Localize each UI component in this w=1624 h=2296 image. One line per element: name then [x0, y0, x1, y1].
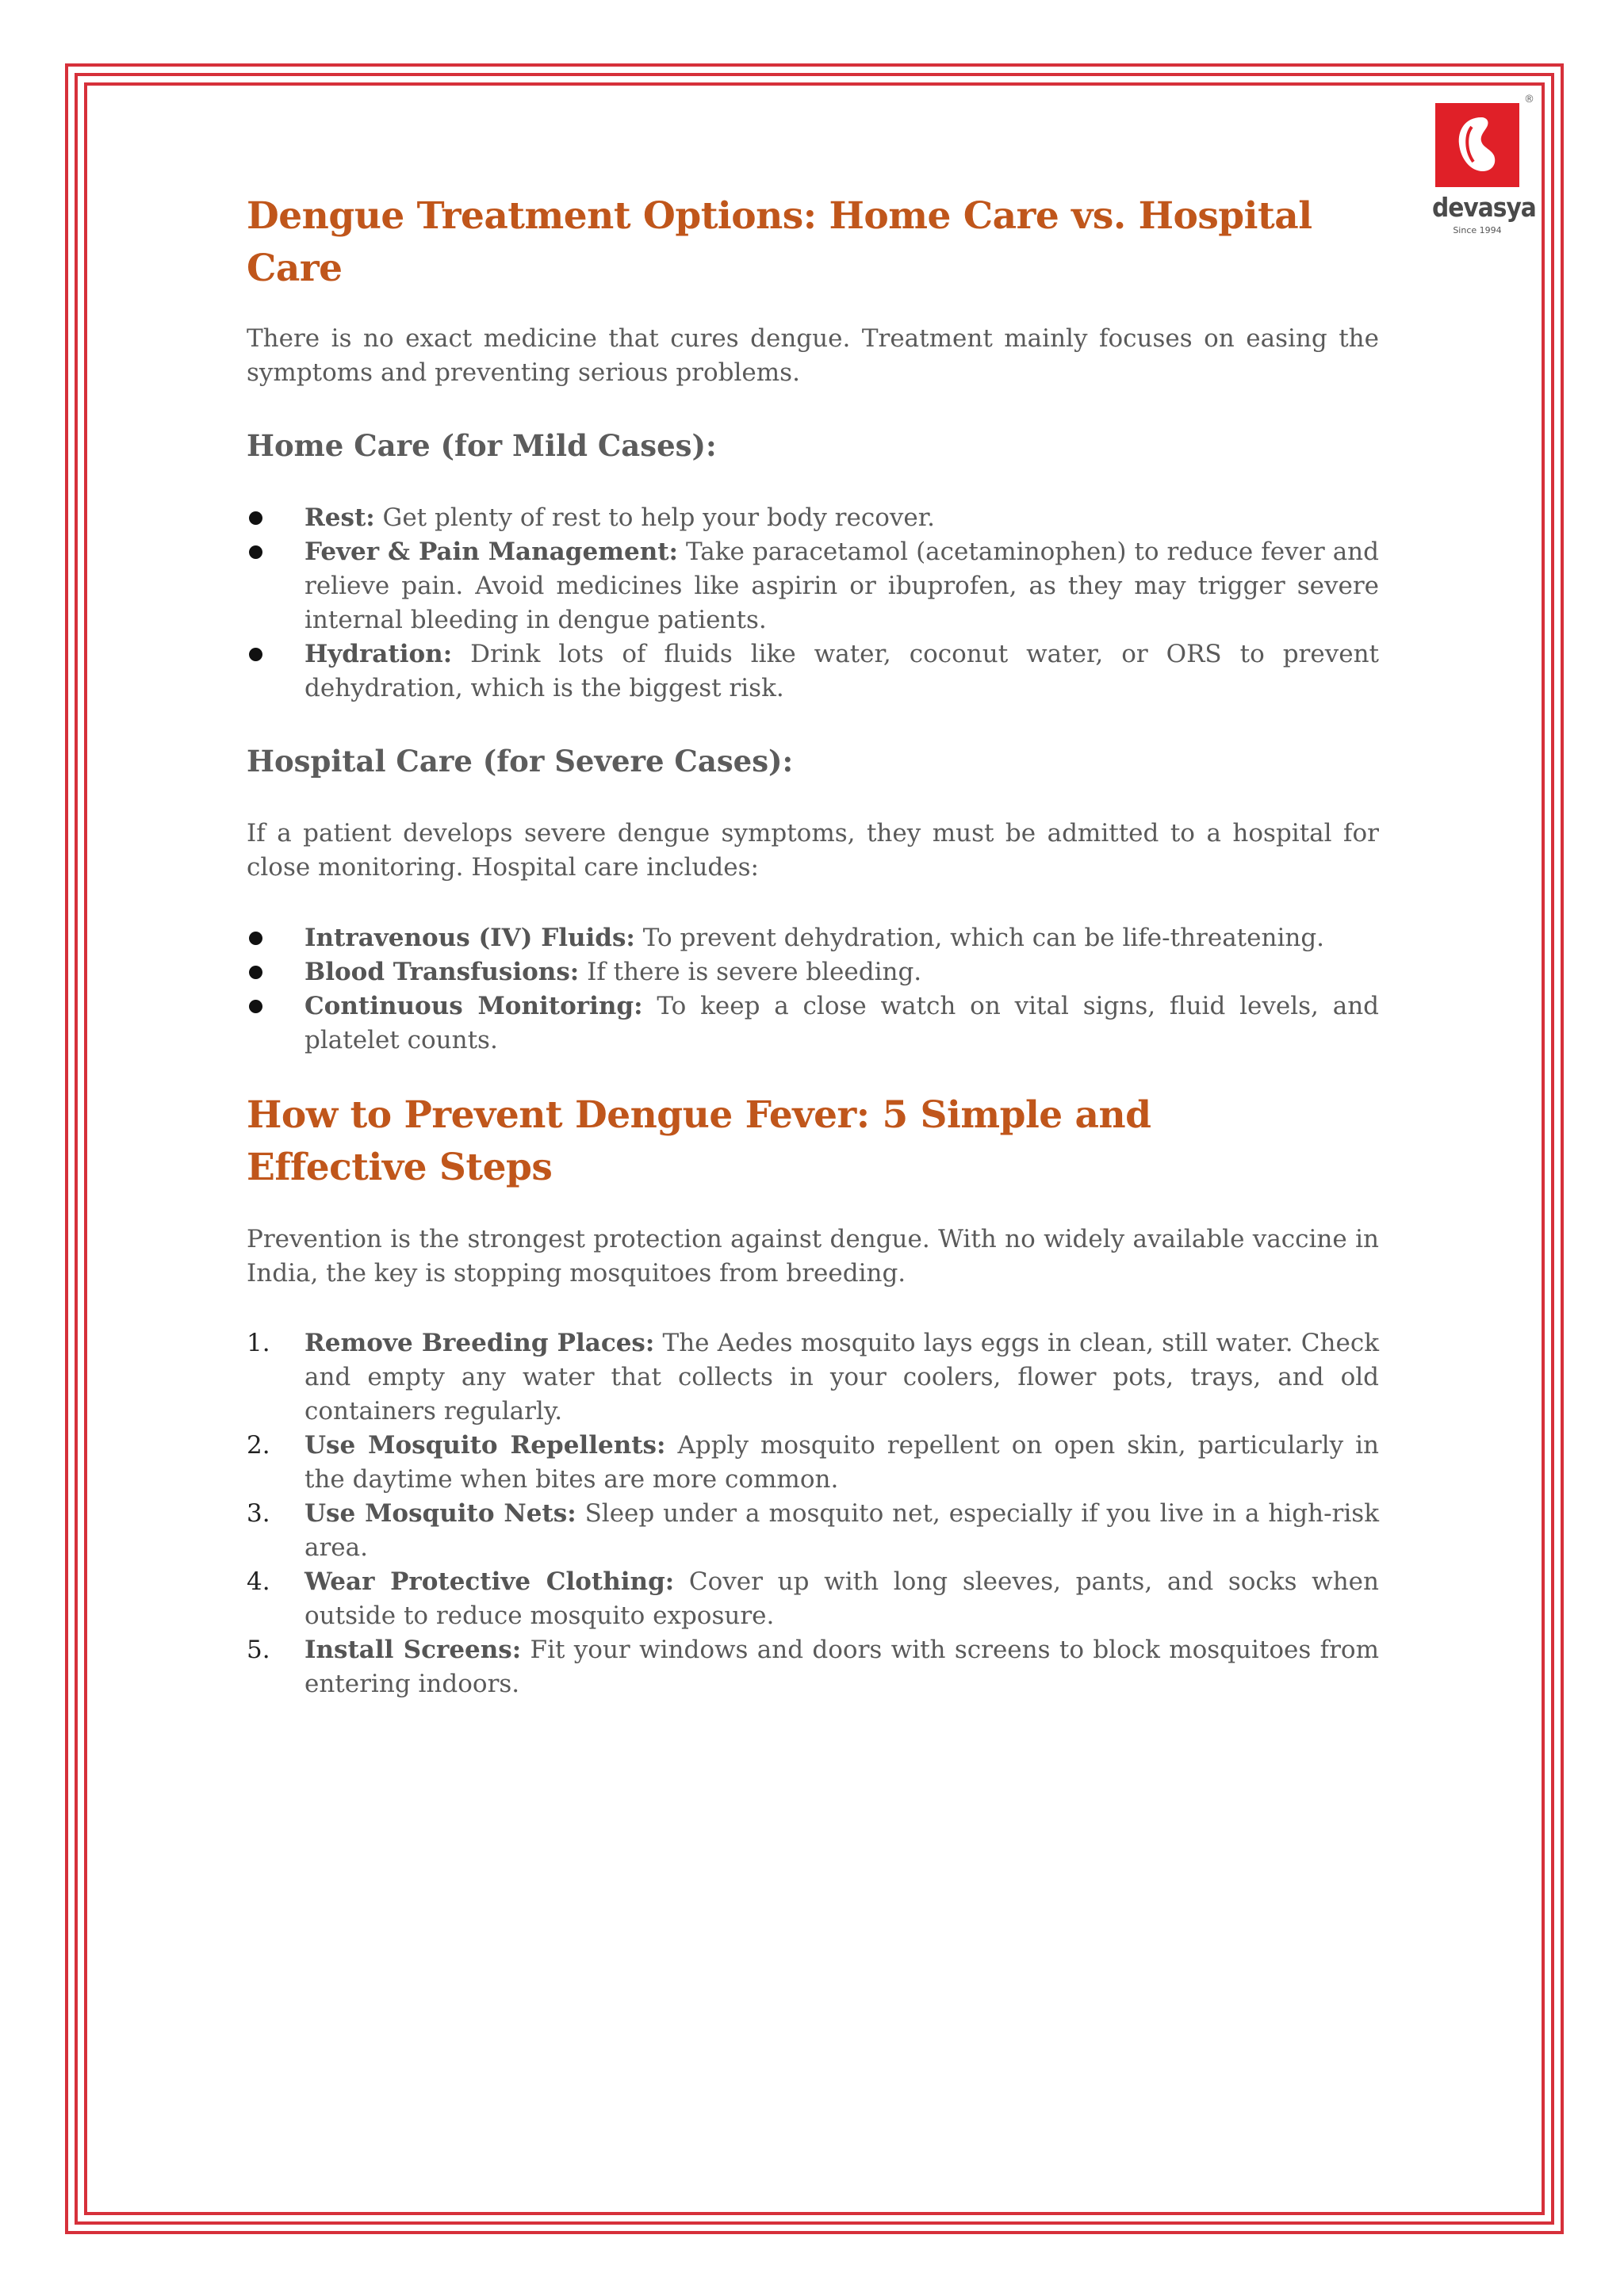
brand-logo: [1432, 94, 1538, 239]
bullet-icon: [249, 1000, 262, 1013]
bullet-icon: [249, 648, 262, 661]
hospital-care-heading: Hospital Care (for Severe Cases):: [247, 744, 794, 779]
section2-title: How to Prevent Dengue Fever: 5 Simple and Effective Steps: [247, 1093, 1151, 1189]
list-item: Intravenous (IV) Fluids: To prevent dehydration, which can be life-threatening.: [247, 921, 1379, 955]
list-item: 5. Install Screens: Fit your windows and doors with screens to block mosquitoes from entering indoors.: [247, 1633, 1379, 1701]
list-item: Fever & Pain Management: Take paracetamol (acetaminophen) to reduce fever and relieve pain. Avoid medicines like aspirin or ibuprofen, as they may trigger severe internal bleeding in dengue patients.: [247, 535, 1379, 637]
list-item: Hydration: Drink lots of fluids like water, coconut water, or ORS to prevent dehydration, which is the biggest risk.: [247, 637, 1379, 706]
step-number: 5.: [247, 1636, 270, 1664]
section1-title: Dengue Treatment Options: Home Care vs. Hospital Care: [247, 194, 1312, 290]
document-body: [247, 190, 1379, 1701]
bullet-icon: [249, 932, 262, 945]
prevention-steps-list: [247, 1326, 1379, 1701]
bullet-icon: [249, 545, 262, 559]
list-item: 2. Use Mosquito Repellents: Apply mosquito repellent on open skin, particularly in the daytime when bites are more common.: [247, 1429, 1379, 1497]
list-item: Blood Transfusions: If there is severe bleeding.: [247, 955, 1379, 989]
brand-since: Since 1994: [1453, 225, 1502, 235]
home-care-list: [247, 501, 1379, 706]
bullet-icon: [249, 511, 262, 525]
hospital-care-list: [247, 921, 1379, 1058]
brand-name: devasya: [1432, 192, 1536, 223]
list-item: 3. Use Mosquito Nets: Sleep under a mosquito net, especially if you live in a high-risk area.: [247, 1497, 1379, 1565]
home-care-heading: Home Care (for Mild Cases):: [247, 428, 717, 463]
step-number: 3.: [247, 1499, 270, 1528]
step-number: 2.: [247, 1431, 270, 1460]
bullet-icon: [249, 966, 262, 979]
list-item: Continuous Monitoring: To keep a close watch on vital signs, fluid levels, and platelet counts.: [247, 989, 1379, 1058]
step-number: 1.: [247, 1329, 270, 1357]
kidney-icon: [1435, 103, 1519, 187]
hospital-care-intro: If a patient develops severe dengue symptoms, they must be admitted to a hospital for close monitoring. Hospital care includes:: [247, 819, 1379, 882]
section1-intro: There is no exact medicine that cures dengue. Treatment mainly focuses on easing the symptoms and preventing serious problems.: [247, 324, 1379, 387]
registered-mark: ®: [1524, 94, 1534, 105]
step-number: 4.: [247, 1567, 270, 1596]
section2-intro: Prevention is the strongest protection against dengue. With no widely available vaccine in India, the key is stopping mosquitoes from breeding.: [247, 1225, 1379, 1288]
list-item: 4. Wear Protective Clothing: Cover up with long sleeves, pants, and socks when outside to reduce mosquito exposure.: [247, 1565, 1379, 1633]
list-item: 1. Remove Breeding Places: The Aedes mosquito lays eggs in clean, still water. Check and empty any water that collects in your coolers, flower pots, trays, and old containers regularly.: [247, 1326, 1379, 1429]
logo-mark: [1435, 103, 1519, 187]
list-item: Rest: Get plenty of rest to help your body recover.: [247, 501, 1379, 535]
